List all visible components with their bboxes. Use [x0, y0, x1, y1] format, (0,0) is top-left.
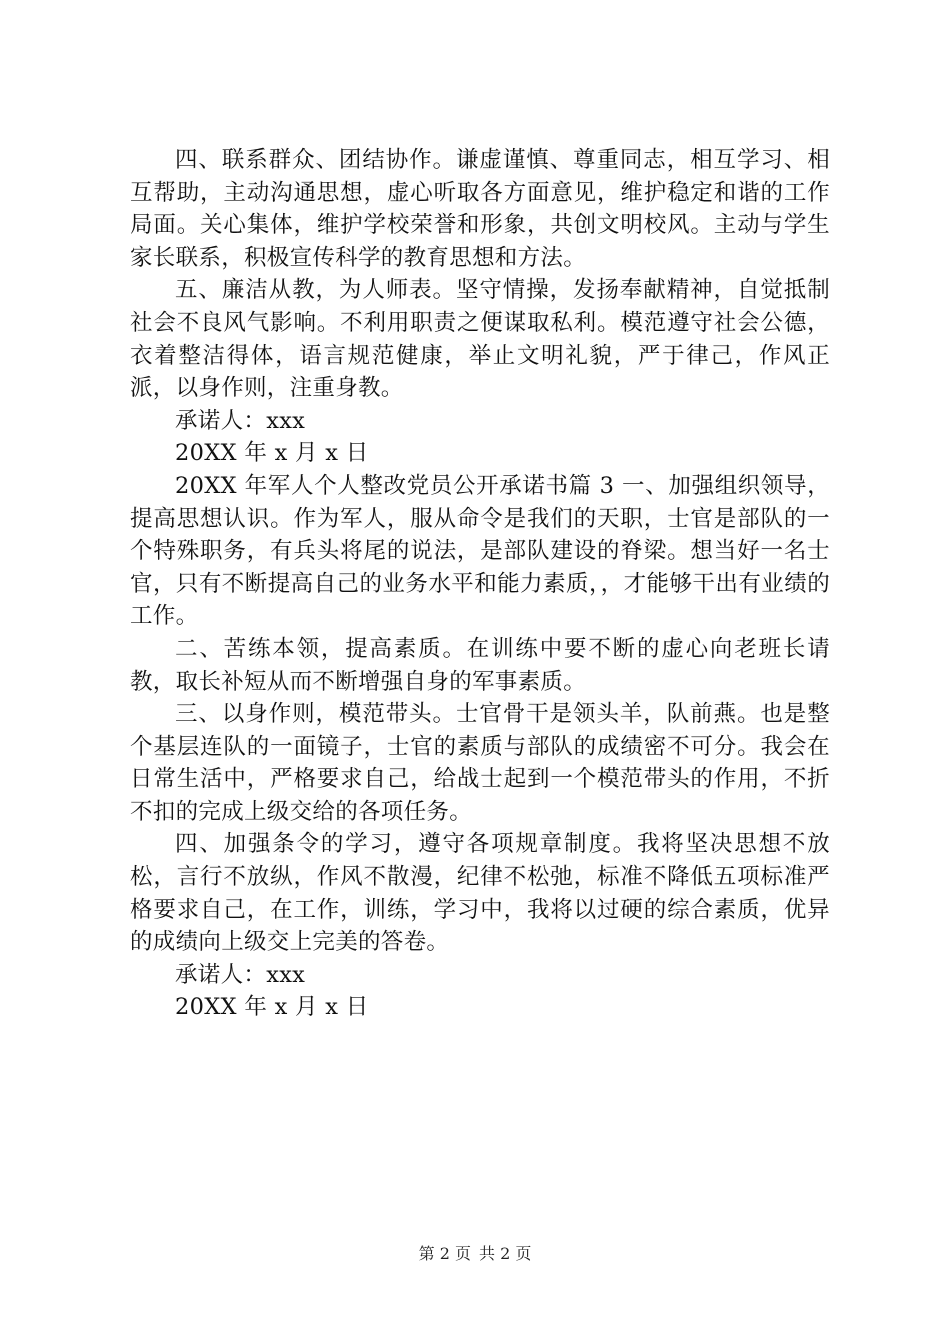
paragraph-contact-masses: 四、联系群众、团结协作。谦虚谨慎、尊重同志，相互学习、相互帮助，主动沟通思想，虚心听取各方面意见，维护稳定和谐的工作局面。关心集体，维护学校荣誉和形象，共创文明校风。主动与学生家长联系，积极宣传科学的教育思想和方法。 [130, 147, 830, 271]
paragraph-article-3-organization: 20XX 年军人个人整改党员公开承诺书篇 3 一、加强组织领导，提高思想认识。作为军人，服从命令是我们的天职，士官是部队的一个特殊职务，有兵头将尾的说法，是部队建设的脊梁。想当好一名士官，只有不断提高自己的业务水平和能力素质，，才能够干出有业绩的工作。 [130, 472, 830, 630]
page-number-total: 共 2 页 [479, 1244, 532, 1263]
page-footer [0, 1244, 950, 1264]
signature-line: 承诺人：xxx [175, 407, 306, 434]
signature-line-2: 承诺人：xxx [175, 961, 306, 988]
document-body [130, 144, 830, 1024]
page-number-current: 第 2 页 [418, 1244, 471, 1263]
paragraph-training: 二、苦练本领，提高素质。在训练中要不断的虚心向老班长请教，取长补短从而不断增强自身的军事素质。 [130, 635, 830, 695]
paragraph-lead-by-example: 三、以身作则，模范带头。士官骨干是领头羊，队前燕。也是整个基层连队的一面镜子，士官的素质与部队的成绩密不可分。我会在日常生活中，严格要求自己，给战士起到一个模范带头的作用，不折不扣的完成上级交给的各项任务。 [130, 701, 830, 825]
paragraph-regulations: 四、加强条令的学习，遵守各项规章制度。我将坚决思想不放松，言行不放纵，作风不散漫，纪律不松弛，标准不降低五项标准严格要求自己，在工作，训练，学习中，我将以过硬的综合素质，优异的成绩向上级交上完美的答卷。 [130, 831, 830, 956]
date-line-2: 20XX 年 x 月 x 日 [175, 994, 369, 1021]
date-line: 20XX 年 x 月 x 日 [175, 440, 369, 467]
paragraph-integrity: 五、廉洁从教，为人师表。坚守情操，发扬奉献精神，自觉抵制社会不良风气影响。不利用职责之便谋取私利。模范遵守社会公德，衣着整洁得体，语言规范健康，举止文明礼貌，严于律己，作风正派，以身作则，注重身教。 [130, 277, 830, 402]
